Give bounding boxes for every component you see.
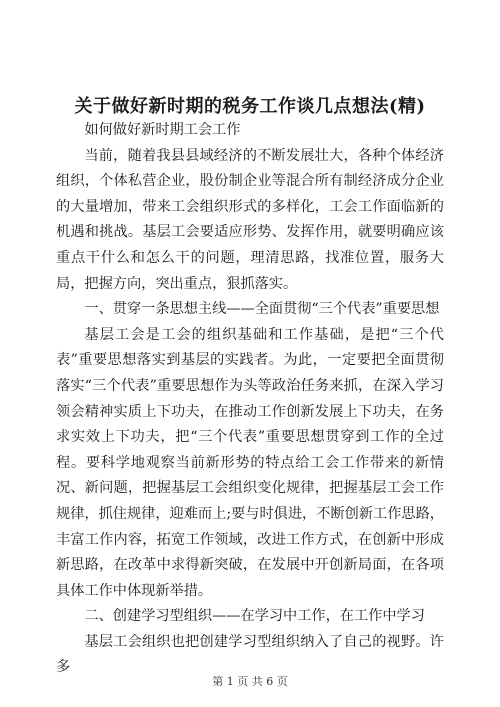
page-number: 第 1 页 共 6 页 [212,675,288,688]
paragraph-section-2: 基层工会组织也把创建学习型组织纳入了自己的视野。许多 [56,633,444,676]
document-subtitle: 如何做好新时期工会工作 [84,122,241,138]
paragraph-intro: 当前，随着我县县域经济的不断发展壮大，各种个体经济组织，个体私营企业，股份制企业等混合所有制经济成分企业的大量增加，带来工会组织形式的多样化，工会工作面临新的机遇和挑战。基层工会要适应形势、发挥作用，就要明确应该重点干什么和怎么干的问题，理清思路，找准位置，服务大局，把握方向，突出重点，狠抓落实。 [56,147,444,292]
document-body [56,118,444,681]
paragraph-section-1: 基层工会是工会的组织基础和工作基础，是把“三个代表”重要思想落实到基层的实践者。为此，一定要把全面贯彻落实“三个代表”重要思想作为头等政治任务来抓，在深入学习领会精神实质上下功夫，在推动工作创新发展上下功夫，在务求实效上下功夫，把“三个代表”重要思想贯穿到工作的全过程。要科学地观察当前新形势的特点给工会工作带来的新情况、新问题，把握基层工会组织变化规律，把握基层工会工作规律，抓住规律，迎难而上;要与时俱进，不断创新工作思路，丰富工作内容，拓宽工作领域，改进工作方式，在创新中形成新思路，在改革中求得新突破，在发展中开创新局面，在各项具体工作中体现新举措。 [56,326,444,599]
section-heading-2: 二、创建学习型组织——在学习中工作，在工作中学习 [84,608,425,625]
document-title: 关于做好新时期的税务工作谈几点想法(精) [74,96,426,117]
section-heading-1: 一、贯穿一条思想主线——全面贯彻“三个代表”重要思想 [84,301,440,318]
